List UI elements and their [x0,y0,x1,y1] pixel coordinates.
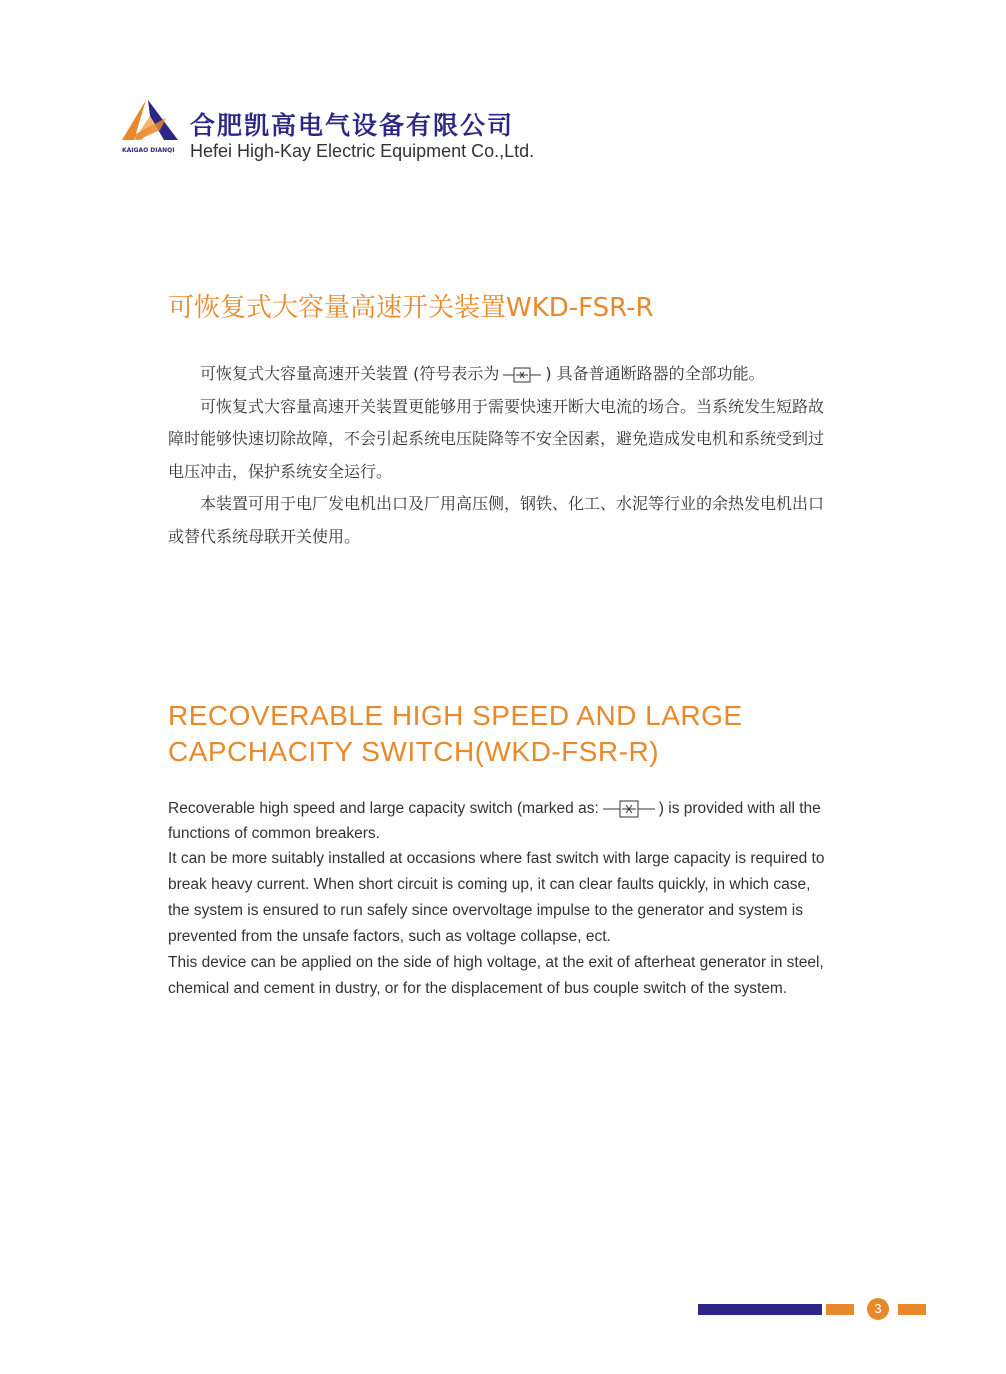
section-title-en-line2: CAPCHACITY SWITCH(WKD-FSR-R) [168,736,660,767]
section-body-cn [168,358,828,553]
page-header [120,96,620,160]
logo-text: KAIGAO DIANQI [122,147,175,154]
company-name-cn: 合肥凯高电气设备有限公司 [190,111,515,140]
section-title-cn: 可恢复式大容量高速开关装置WKD-FSR-R [168,293,654,323]
footer-bar-orange-right [898,1304,926,1315]
company-name-en: Hefei High-Kay Electric Equipment Co.,Ltd. [190,141,535,161]
paragraph-cn-1-after: ) 具备普通断路器的全部功能。 [545,364,765,383]
page-footer [698,1298,928,1324]
paragraph-cn-1 [168,358,828,391]
paragraph-en-1-before: Recoverable high speed and large capacity switch (marked as: [168,800,599,817]
paragraph-cn-1-before: 可恢复式大容量高速开关装置 (符号表示为 [200,364,500,383]
section-title-en [168,698,848,770]
section-title-en-line1: RECOVERABLE HIGH SPEED AND LARGE [168,700,743,731]
company-logo-icon [120,96,182,158]
paragraph-en-1 [168,796,828,846]
switch-symbol-icon [503,367,541,383]
page-number-badge: 3 [867,1298,889,1320]
switch-symbol-icon [603,800,655,818]
paragraph-en-2: It can be more suitably installed at occasions where fast switch with large capacity is required to break heavy current. When short circuit is coming up, it can clear faults quickly, in which case, the system is ensured to run safely since overvoltage impulse to the generator and system is prevented from the unsafe factors, such as voltage collapse, ect. [168,850,825,945]
paragraph-en-1-after: ) is provided with all the functions of common breakers. [168,800,821,842]
section-body-en [168,796,828,1002]
paragraph-en-3: This device can be applied on the side of high voltage, at the exit of afterheat generator in steel, chemical and cement in dustry, or for the displacement of bus couple switch of the system. [168,954,824,997]
paragraph-cn-3: 本装置可用于电厂发电机出口及厂用高压侧，钢铁、化工、水泥等行业的余热发电机出口或替代系统母联开关使用。 [168,494,825,546]
paragraph-cn-2: 可恢复式大容量高速开关装置更能够用于需要快速开断大电流的场合。当系统发生短路故障时能够快速切除故障，不会引起系统电压陡降等不安全因素，避免造成发电机和系统受到过电压冲击，保护系统安全运行。 [168,396,825,481]
footer-bar-orange-left [826,1304,854,1315]
footer-bar-purple [698,1304,822,1315]
